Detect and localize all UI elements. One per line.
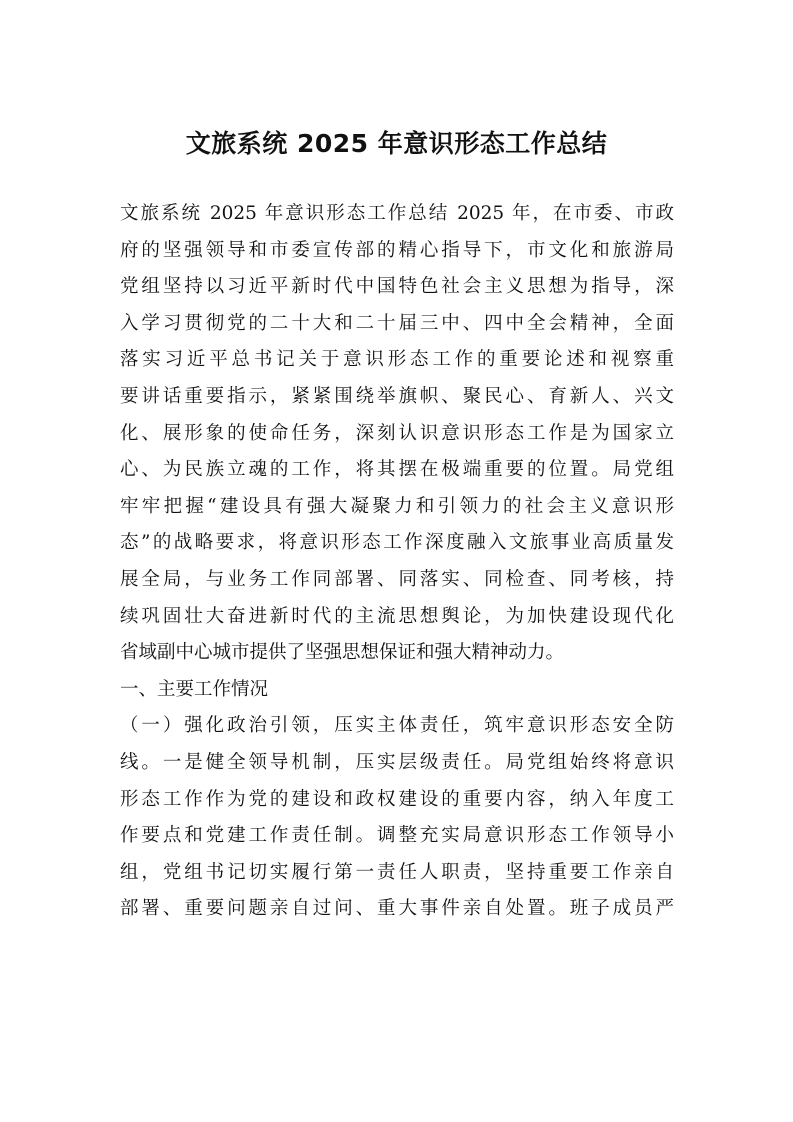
text-line: 牢牢把握“建设具有强大凝聚力和引领力的社会主义意识形 bbox=[120, 495, 674, 517]
text-line: 部署、重要问题亲自过问、重大事件亲自处置。班子成员严 bbox=[120, 898, 674, 920]
text-line: 展全局，与业务工作同部署、同落实、同检查、同考核，持 bbox=[120, 568, 674, 590]
text-line: （一）强化政治引领，压实主体责任，筑牢意识形态安全防 bbox=[120, 715, 674, 737]
text-line: 线。一是健全领导机制，压实层级责任。局党组始终将意识 bbox=[120, 751, 674, 773]
text-line: 心、为民族立魂的工作，将其摆在极端重要的位置。局党组 bbox=[120, 459, 674, 481]
document-body bbox=[120, 196, 674, 928]
section-heading: 一、主要工作情况 bbox=[120, 678, 269, 700]
text-line: 续巩固壮大奋进新时代的主流思想舆论，为加快建设现代化 bbox=[120, 605, 674, 627]
text-line: 形态工作作为党的建设和政权建设的重要内容，纳入年度工 bbox=[120, 788, 674, 810]
text-line: 党组坚持以习近平新时代中国特色社会主义思想为指导，深 bbox=[120, 276, 674, 298]
text-line: 化、展形象的使命任务，深刻认识意识形态工作是为国家立 bbox=[120, 422, 674, 444]
text-line: 府的坚强领导和市委宣传部的精心指导下，市文化和旅游局 bbox=[120, 239, 674, 261]
text-line: 落实习近平总书记关于意识形态工作的重要论述和视察重 bbox=[120, 349, 674, 371]
document-title: 文旅系统 2025 年意识形态工作总结 bbox=[185, 129, 608, 158]
text-line: 作要点和党建工作责任制。调整充实局意识形态工作领导小 bbox=[120, 825, 674, 847]
text-line: 组，党组书记切实履行第一责任人职责，坚持重要工作亲自 bbox=[120, 861, 674, 883]
text-line: 文旅系统 2025 年意识形态工作总结 2025 年，在市委、市政 bbox=[120, 203, 674, 224]
text-line: 入学习贯彻党的二十大和二十届三中、四中全会精神，全面 bbox=[120, 312, 674, 334]
text-line: 态”的战略要求，将意识形态工作深度融入文旅事业高质量发 bbox=[120, 532, 674, 554]
text-line: 要讲话重要指示，紧紧围绕举旗帜、聚民心、育新人、兴文 bbox=[120, 385, 674, 407]
text-line: 省域副中心城市提供了坚强思想保证和强大精神动力。 bbox=[120, 642, 565, 664]
